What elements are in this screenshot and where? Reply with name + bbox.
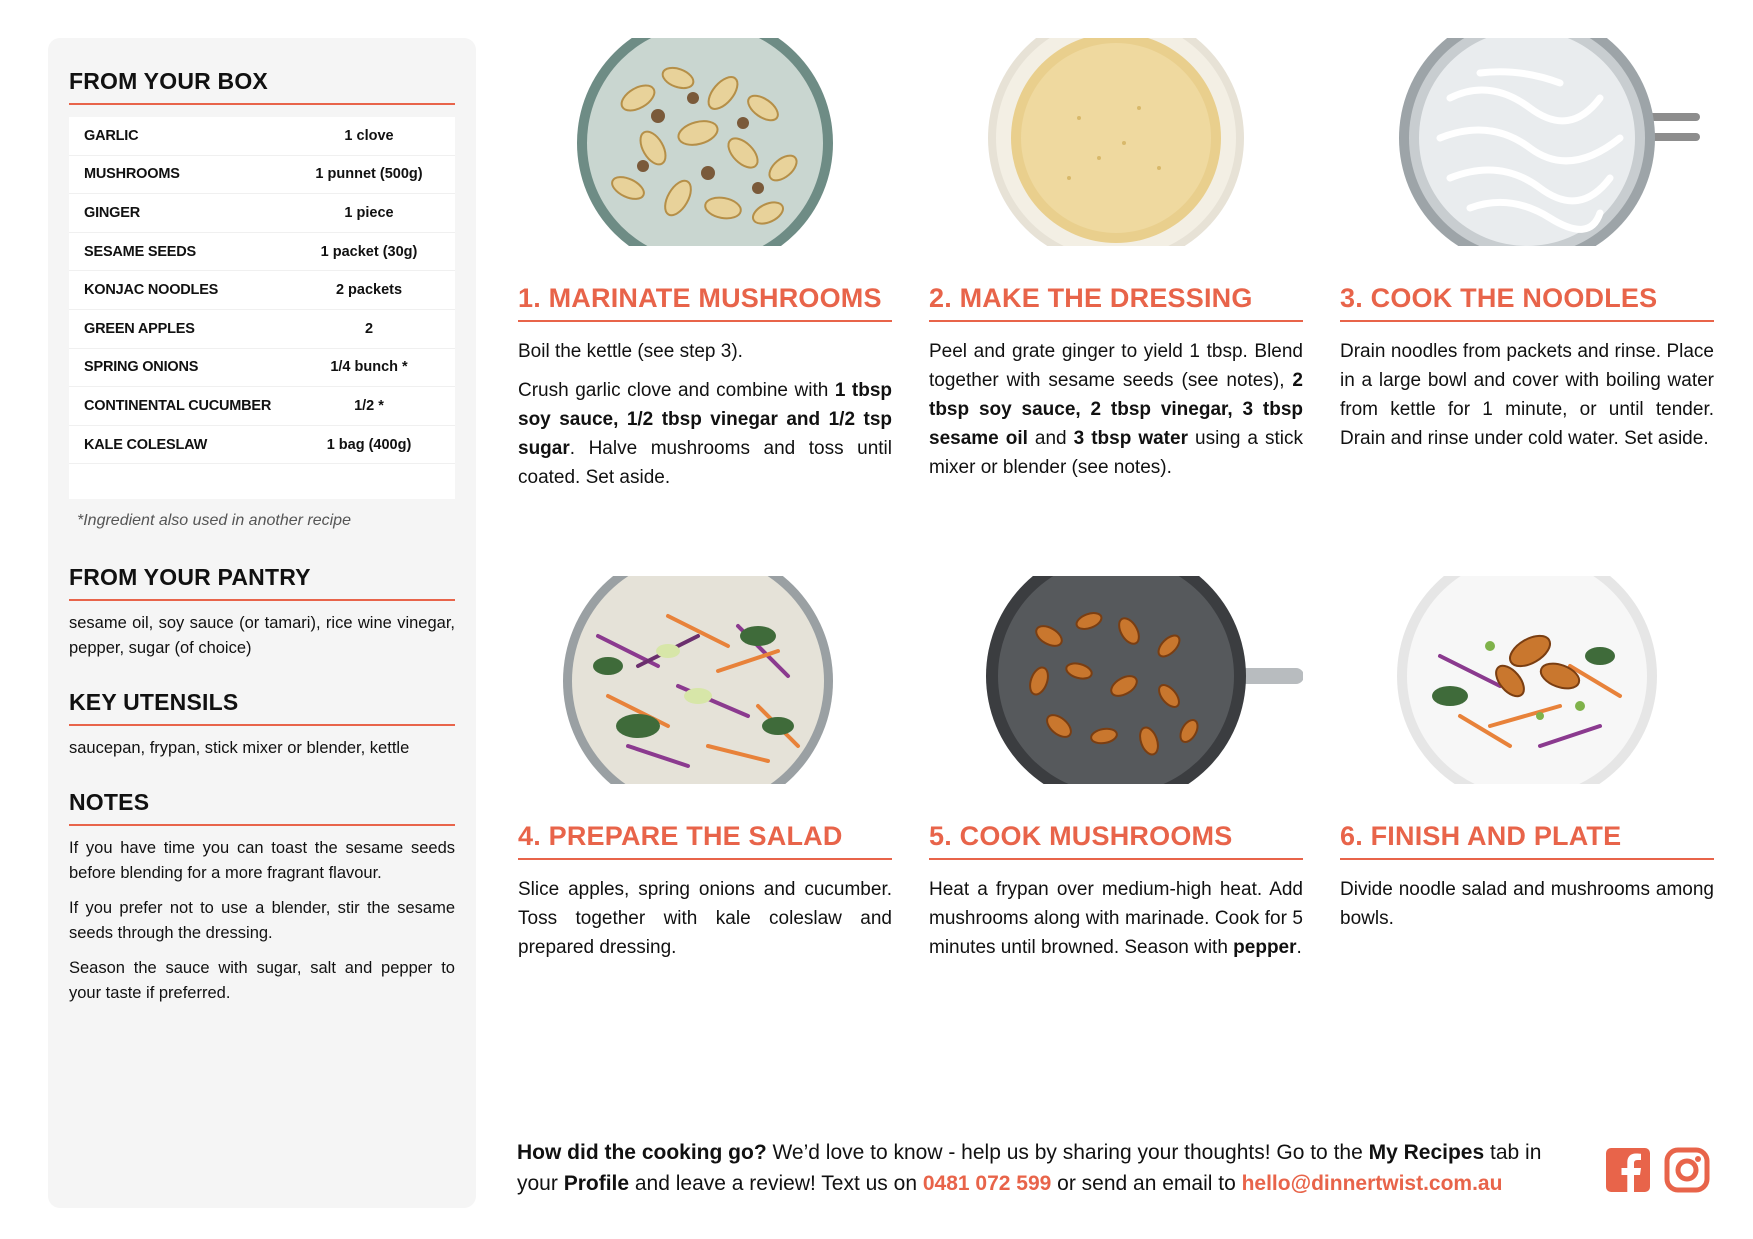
- feedback-footer: [517, 1137, 1577, 1199]
- my-recipes-label: My Recipes: [1368, 1141, 1485, 1164]
- ingredient-row: [69, 194, 455, 233]
- step-4-instructions: [518, 875, 892, 962]
- dressing-photo: [929, 38, 1303, 246]
- step-4-text: Slice apples, spring onions and cucumber. Toss together with kale coleslaw and prepared dressing.: [518, 879, 892, 958]
- noodles-photo: [1340, 38, 1714, 246]
- step-6: [1340, 576, 1714, 933]
- ingredient-row: [69, 233, 455, 272]
- step-ingredient-amounts: 2 tbsp soy sauce, 2 tbsp vinegar, 3 tbsp sesame oil: [929, 370, 1303, 449]
- utensils-text: saucepan, frypan, stick mixer or blender, kettle: [69, 739, 410, 757]
- step-ingredient-amounts: pepper: [1233, 937, 1297, 958]
- footer-text: and leave a review! Text us on: [629, 1172, 923, 1195]
- step-1-instructions: [518, 337, 892, 492]
- step-2: [929, 38, 1303, 482]
- ingredient-name: SPRING ONIONS: [84, 359, 199, 376]
- ingredient-qty: 1/2 *: [354, 397, 384, 414]
- step-4-title: 4. PREPARE THE SALAD: [518, 821, 892, 860]
- cooked-mushrooms-photo: [929, 576, 1303, 784]
- facebook-icon[interactable]: [1605, 1147, 1651, 1198]
- step-6-instructions: [1340, 875, 1714, 933]
- box-heading: FROM YOUR BOX: [69, 68, 455, 105]
- step-2-instructions: [929, 337, 1303, 482]
- footer-text: We’d love to know - help us by sharing your thoughts! Go to the: [766, 1141, 1369, 1164]
- ingredient-row: [69, 310, 455, 349]
- utensils-heading: KEY UTENSILS: [69, 689, 455, 726]
- note-item: If you have time you can toast the sesame seeds before blending for a more fragrant flavour.: [69, 839, 455, 882]
- step-3-title: 3. COOK THE NOODLES: [1340, 283, 1714, 322]
- ingredient-qty: 1 piece: [344, 204, 394, 221]
- step-4: [518, 576, 892, 962]
- footer-text: tab in your: [517, 1141, 1542, 1195]
- salad-photo: [518, 576, 892, 784]
- step-5-title: 5. COOK MUSHROOMS: [929, 821, 1303, 860]
- marinated-mushrooms-photo: [518, 38, 892, 246]
- ingredient-qty: 1/4 bunch *: [330, 359, 408, 376]
- ingredient-row: [69, 156, 455, 195]
- step-3: [1340, 38, 1714, 453]
- step-6-text: Divide noodle salad and mushrooms among bowls.: [1340, 879, 1714, 929]
- ingredient-row: [69, 117, 455, 156]
- phone-link[interactable]: 0481 072 599: [922, 1172, 1052, 1195]
- note-item: Season the sauce with sugar, salt and pepper to your taste if preferred.: [69, 959, 455, 1002]
- step-1-text: [518, 376, 892, 492]
- step-text: Heat a frypan over medium-high heat. Add mushrooms along with marinade. Cook for 5 minutes until browned. Season with: [929, 879, 1303, 958]
- profile-label: Profile: [563, 1172, 630, 1195]
- ingredient-row: [69, 271, 455, 310]
- step-text: .: [1296, 937, 1302, 958]
- ingredients-sidebar: [48, 38, 476, 1208]
- step-ingredient-amounts: 1 tbsp soy sauce, 1/2 tbsp vinegar and 1/2 tsp sugar: [518, 380, 892, 459]
- ingredient-qty: 2: [364, 320, 374, 337]
- step-3-text: Drain noodles from packets and rinse. Place in a large bowl and cover with boiling water from kettle for 1 minute, or until tender. Drain and rinse under cold water. Set aside.: [1340, 341, 1714, 449]
- step-text: . Halve mushrooms and toss until coated. Set aside.: [518, 438, 892, 488]
- ingredient-name: SESAME SEEDS: [84, 243, 197, 260]
- note-item: If you prefer not to use a blender, stir the sesame seeds through the dressing.: [69, 899, 455, 942]
- ingredient-qty: 1 punnet (500g): [315, 166, 423, 183]
- email-link[interactable]: hello@dinnertwist.com.au: [1241, 1172, 1503, 1195]
- step-ingredient-amounts: 3 tbsp water: [1073, 428, 1188, 449]
- ingredient-qty: 1 packet (30g): [320, 243, 418, 260]
- step-6-title: 6. FINISH AND PLATE: [1340, 821, 1714, 860]
- ingredient-note: *Ingredient also used in another recipe: [77, 512, 351, 529]
- step-text: Peel and grate ginger to yield 1 tbsp. Blend together with sesame seeds (see notes),: [929, 341, 1303, 391]
- ingredient-name: MUSHROOMS: [84, 166, 180, 183]
- ingredient-name: GINGER: [84, 204, 140, 221]
- pantry-heading: FROM YOUR PANTRY: [69, 564, 455, 601]
- step-text: Crush garlic clove and combine with: [518, 380, 835, 401]
- ingredient-name: GREEN APPLES: [84, 320, 195, 337]
- step-text: and: [1027, 428, 1074, 449]
- pantry-text: sesame oil, soy sauce (or tamari), rice wine vinegar, pepper, sugar (of choice): [69, 614, 455, 657]
- ingredient-name: KONJAC NOODLES: [84, 282, 219, 299]
- step-2-title: 2. MAKE THE DRESSING: [929, 283, 1303, 322]
- ingredient-qty: 1 clove: [344, 127, 394, 144]
- step-3-instructions: [1340, 337, 1714, 453]
- notes-heading: NOTES: [69, 789, 455, 826]
- step-text: using a stick mixer or blender (see notes).: [929, 428, 1304, 478]
- ingredient-row: [69, 426, 455, 465]
- ingredient-row: [69, 349, 455, 388]
- step-1-text: Boil the kettle (see step 3).: [518, 341, 743, 362]
- ingredient-name: GARLIC: [84, 127, 139, 144]
- ingredient-name: KALE COLESLAW: [84, 436, 208, 453]
- ingredient-row: [69, 387, 455, 426]
- ingredients-table: [69, 117, 455, 499]
- plated-dish-photo: [1340, 576, 1714, 784]
- instagram-icon[interactable]: [1664, 1147, 1710, 1198]
- feedback-question: How did the cooking go?: [517, 1141, 767, 1164]
- ingredient-name: CONTINENTAL CUCUMBER: [84, 397, 272, 414]
- footer-text: or send an email to: [1051, 1172, 1242, 1195]
- ingredient-qty: 1 bag (400g): [326, 436, 412, 453]
- step-5-instructions: [929, 875, 1303, 962]
- step-1-title: 1. MARINATE MUSHROOMS: [518, 283, 892, 322]
- step-1: [518, 38, 892, 492]
- ingredient-qty: 2 packets: [335, 282, 403, 299]
- step-5: [929, 576, 1303, 962]
